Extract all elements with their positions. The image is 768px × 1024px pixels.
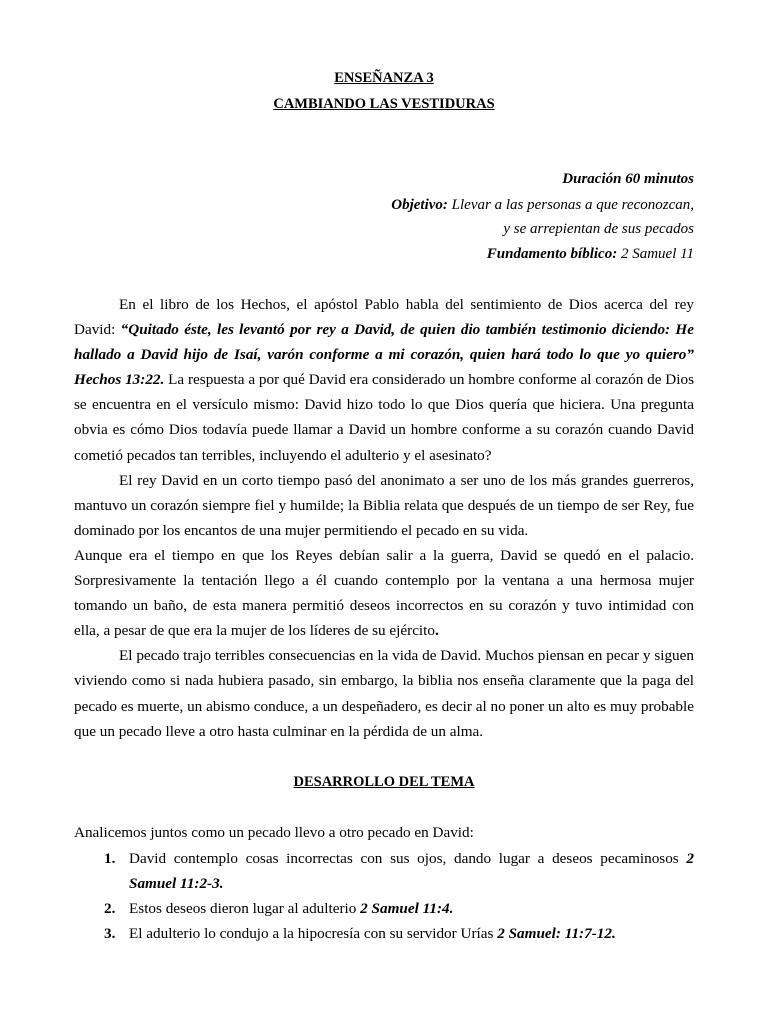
lesson-title: CAMBIANDO LAS VESTIDURAS	[273, 96, 495, 112]
sin-list	[74, 846, 694, 946]
paragraph-3-text: Aunque era el tiempo en que los Reyes debían salir a la guerra, David se quedó en el palacio. Sorpresivamente la tentación llego a él cuando contemplo por la ventana a una hermosa mujer tomando un baño, de esta manera permitió deseos incorrectos en su corazón y tuvo intimidad con ella, a pesar de que era la mujer de los líderes de su ejército	[74, 546, 694, 640]
list-item	[74, 896, 694, 921]
body-text	[74, 292, 694, 744]
duration-text: Duración 60 minutos	[562, 171, 694, 187]
paragraph-1	[74, 292, 694, 468]
list-item-text: David contemplo cosas incorrectas con sus ojos, dando lugar a deseos pecaminosos	[129, 850, 687, 867]
paragraph-3-end: .	[434, 622, 439, 640]
list-item-text: El adulterio lo condujo a la hipocresía con su servidor Urías	[129, 925, 498, 943]
list-item-number: 2.	[104, 900, 116, 918]
paragraph-1-rest: La respuesta a por qué David era considerado un hombre conforme al corazón de Dios se encuentra en el versículo mismo: David hizo todo lo que Dios quería que hiciera. Una pregunta obvia es cómo Dios todavía puede llamar a David un hombre conforme a su corazón cuando David cometió pecados tan terribles, incluyendo el adulterio y el asesinato?	[74, 371, 695, 464]
objective-continued	[74, 219, 694, 239]
list-item-reference: 2 Samuel: 11:7-12.	[497, 925, 616, 943]
development-intro: Analicemos juntos como un pecado llevo a otro pecado en David:	[74, 824, 474, 841]
paragraph-3	[74, 543, 694, 643]
list-item-number: 3.	[104, 925, 116, 943]
objective-label: Objetivo:	[391, 197, 448, 213]
list-item-reference: 2 Samuel 11:4.	[360, 900, 454, 918]
objective	[74, 195, 694, 215]
list-item-text: Estos deseos dieron lugar al adulterio	[129, 900, 361, 918]
development-heading: DESARROLLO DEL TEMA	[293, 774, 475, 790]
foundation-label: Fundamento bíblico:	[486, 246, 618, 262]
objective-line1: Llevar a las personas a que reconozcan,	[451, 197, 694, 213]
foundation-value: 2 Samuel 11	[620, 246, 694, 262]
duration	[74, 169, 694, 189]
list-item-number: 1.	[104, 850, 116, 867]
objective-line2: y se arrepientan de sus pecados	[503, 221, 694, 237]
list-item	[74, 846, 694, 896]
lesson-number-title: ENSEÑANZA 3	[334, 70, 434, 86]
paragraph-1-intro: En el libro de los Hechos, el apóstol Pablo habla del sentimiento de Dios acerca del rey David:	[74, 296, 694, 339]
list-item	[74, 921, 694, 946]
paragraph-2: El rey David en un corto tiempo pasó del anonimato a ser uno de los más grandes guerreros, mantuvo un corazón siempre fiel y humilde; la Biblia relata que después de un tiempo de ser Rey, fue dominado por los encantos de una mujer permitiendo el pecado en su vida.	[74, 471, 694, 539]
biblical-foundation	[74, 244, 694, 264]
bible-quote: “Quitado éste, les levantó por rey a David, de quien dio también testimonio diciendo: He hallado a David hijo de Isaí, varón conforme a mi corazón, quien hará todo lo que yo quiero” Hechos 13:22.	[74, 321, 694, 389]
paragraph-4: El pecado trajo terribles consecuencias en la vida de David. Muchos piensan en pecar y siguen viviendo como si nada hubiera pasado, sin embargo, la biblia nos enseña claramente que la paga del pecado es muerte, un abismo conduce, a un despeñadero, es decir al no poner un alto es muy probable que un pecado lleve a otro hasta culminar en la pérdida de un alma.	[74, 647, 694, 740]
list-item-reference: 2 Samuel 11:2-3.	[129, 850, 694, 893]
